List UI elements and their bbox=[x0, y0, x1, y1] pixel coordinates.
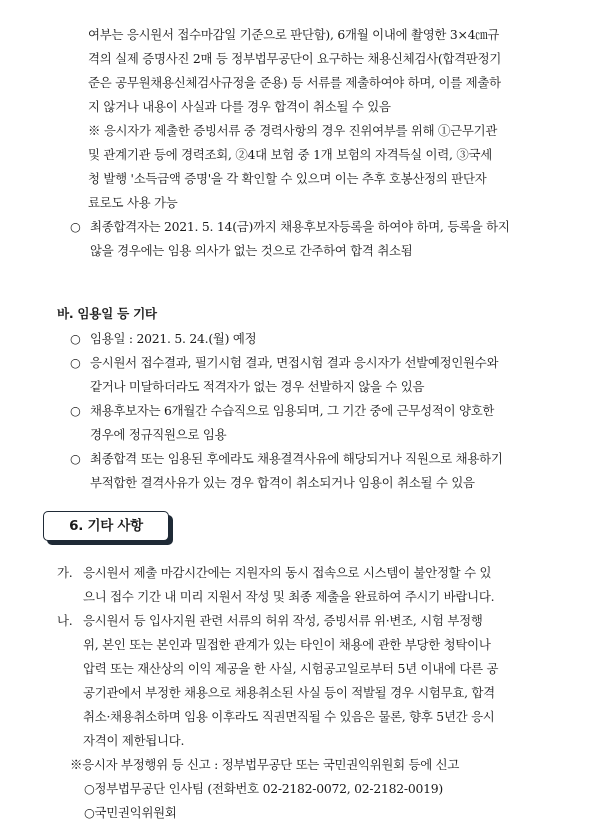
document-text-line: 준은 공무원채용신체검사규정을 준용) 등 서류를 제출하여야 하며, 이를 제출하 bbox=[88, 75, 501, 90]
bullet-text: 채용후보자는 6개월간 수습직으로 임용되며, 그 기간 중에 근무성적이 양호한 bbox=[90, 403, 495, 418]
bullet-circle-icon: ○ bbox=[70, 451, 81, 466]
bullet-item bbox=[70, 450, 503, 468]
bullet-text: 최종합격 또는 임용된 후에라도 채용결격사유에 해당되거나 직원으로 채용하기 bbox=[90, 451, 503, 466]
item-text: 응시원서 제출 마감시간에는 지원자의 동시 접속으로 시스템이 불안정할 수 있 bbox=[83, 565, 492, 580]
contact-line: ○정부법무공단 인사팀 (전화번호 02-2182-0072, 02-2182-0019) bbox=[84, 781, 443, 796]
item-text-line: 취소·채용취소하며 임용 이후라도 직권면직될 수 있음은 물론, 향후 5년간 응시 bbox=[83, 709, 495, 724]
bullet-text-line: 같거나 미달하더라도 적격자가 없는 경우 선발하지 않을 수 있음 bbox=[90, 379, 425, 394]
item-marker: 나. bbox=[57, 613, 73, 628]
document-text-line: 여부는 응시원서 접수마감일 기준으로 판단함), 6개월 이내에 촬영한 3×4㎝규 bbox=[88, 27, 500, 42]
list-item bbox=[57, 564, 491, 582]
report-note: ※응시자 부정행위 등 신고 : 정부법무공단 또는 국민권익위원회 등에 신고 bbox=[70, 757, 460, 772]
list-item bbox=[57, 612, 483, 630]
document-text-line: 지 않거나 내용이 사실과 다를 경우 합격이 취소될 수 있음 bbox=[88, 99, 391, 114]
bullet-text: 최종합격자는 2021. 5. 14(금)까지 채용후보자등록을 하여야 하며, 등록을 하지 bbox=[90, 219, 510, 234]
item-text-line: 자격이 제한됩니다. bbox=[83, 733, 185, 748]
note-text-line: 청 발행 '소득금액 증명'을 각 확인할 수 있으며 이는 추후 호봉산정의 판단자 bbox=[88, 171, 487, 186]
item-text-line: 으니 접수 기간 내 미리 지원서 작성 및 최종 제출을 완료하여 주시기 바랍니다. bbox=[83, 589, 495, 604]
note-text-line: 및 관계기관 등에 경력조회, ②4대 보험 중 1개 보험의 자격득실 이력, ③국세 bbox=[88, 147, 492, 162]
bullet-text-line: 부적합한 결격사유가 있는 경우 합격이 취소되거나 임용이 취소될 수 있음 bbox=[90, 475, 475, 490]
section-6-title: 6. 기타 사항 bbox=[43, 511, 169, 541]
document-text-line: 격의 실제 증명사진 2매 등 정부법무공단이 요구하는 채용신체검사(합격판정기 bbox=[88, 51, 502, 66]
item-text-line: 압력 또는 재산상의 이익 제공을 한 사실, 시험공고일로부터 5년 이내에 다른 공 bbox=[83, 661, 499, 676]
bullet-circle-icon: ○ bbox=[70, 355, 81, 370]
section-6-heading bbox=[43, 511, 169, 541]
bullet-item bbox=[70, 330, 256, 348]
note-text-line: ※ 응시자가 제출한 증빙서류 중 경력사항의 경우 진위여부를 위해 ①근무기관 bbox=[88, 123, 498, 138]
item-text-line: 공기관에서 부정한 채용으로 채용취소된 사실 등이 적발될 경우 시험무효, 합격 bbox=[83, 685, 495, 700]
bullet-text: 임용일 : 2021. 5. 24.(월) 예정 bbox=[90, 331, 257, 346]
item-text-line: 위, 본인 또는 본인과 밀접한 관계가 있는 타인이 채용에 관한 부당한 청탁이나 bbox=[83, 637, 491, 652]
item-text: 응시원서 등 입사지원 관련 서류의 허위 작성, 증빙서류 위·변조, 시험 부정행 bbox=[83, 613, 483, 628]
note-text-line: 료로도 사용 가능 bbox=[88, 195, 178, 210]
bullet-item bbox=[70, 354, 498, 372]
item-marker: 가. bbox=[57, 565, 73, 580]
bullet-item bbox=[70, 218, 510, 236]
contact-line: ○국민권익위원회 bbox=[84, 805, 177, 820]
bullet-circle-icon: ○ bbox=[70, 331, 81, 346]
section-heading: 바. 임용일 등 기타 bbox=[57, 306, 157, 321]
bullet-text-line: 경우에 정규직원으로 임용 bbox=[90, 427, 227, 442]
bullet-circle-icon: ○ bbox=[70, 403, 81, 418]
bullet-text-line: 않을 경우에는 임용 의사가 없는 것으로 간주하여 합격 취소됨 bbox=[90, 243, 413, 258]
bullet-item bbox=[70, 402, 494, 420]
bullet-text: 응시원서 접수결과, 필기시험 결과, 면접시험 결과 응시자가 선발예정인원수와 bbox=[90, 355, 499, 370]
bullet-circle-icon: ○ bbox=[70, 219, 81, 234]
